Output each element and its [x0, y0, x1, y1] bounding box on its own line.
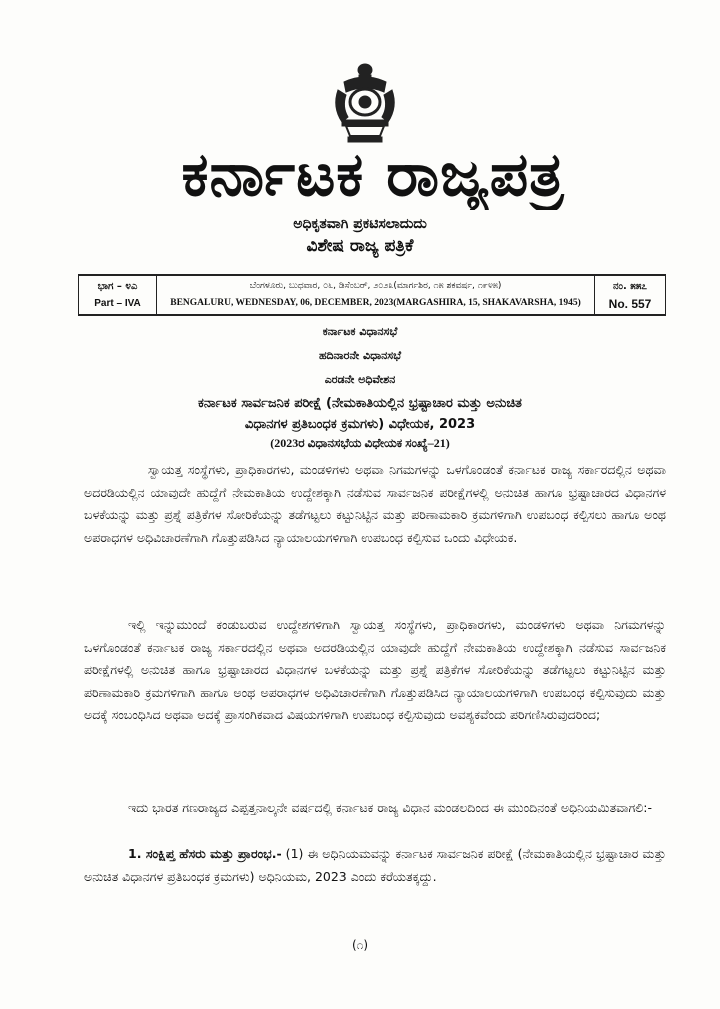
- enactment-paragraph: ಇದು ಭಾರತ ಗಣರಾಜ್ಯದ ಎಪ್ಪತ್ತನಾಲ್ಕನೇ ವರ್ಷದಲ್ಲಿ ಕರ್ನಾಟಕ ರಾಜ್ಯ ವಿಧಾನ ಮಂಡಲದಿಂದ ಈ ಮುಂದಿನಂತೆ ಅಧಿನಿಯಮಿತವಾಗಲಿ:-: [128, 800, 652, 815]
- date-kn: ಬೆಂಗಳೂರು, ಬುಧವಾರ, ೦೬, ಡಿಸೆಂಬರ್, ೨೦೨೩(ಮಾರ್ಗಶಿರ, ೧೫ ಶಕವರ್ಷ, ೧೯೪೫): [249, 281, 502, 291]
- issue-number-en: No. 557: [608, 297, 652, 311]
- page-number: (೧): [351, 938, 369, 952]
- date-en: BENGALURU, WEDNESDAY, 06, DECEMBER, 2023(MARGASHIRA, 15, SHAKAVARSHA, 1945): [170, 298, 581, 308]
- issue-number-kn: ನಂ. ೫೫೭: [612, 281, 648, 292]
- issue-number-cell: [595, 276, 665, 314]
- assembly-session: ಎರಡನೇ ಅಧಿವೇಶನ: [324, 373, 396, 386]
- assembly-term: ಹದಿನಾರನೇ ವಿಧಾನಸಭೆ: [318, 349, 402, 362]
- section-1-heading: 1. ಸಂಕ್ಷಿಪ್ತ ಹೆಸರು ಮತ್ತು ಪ್ರಾರಂಭ.-: [128, 846, 282, 861]
- masthead-subtitle-official: ಅಧಿಕೃತವಾಗಿ ಪ್ರಕಟಿಸಲಾದುದು: [293, 216, 427, 232]
- part-label-en: Part – IVA: [94, 298, 141, 309]
- bill-title-line2: ವಿಧಾನಗಳ ಪ್ರತಿಬಂಧಕ ಕ್ರಮಗಳು) ವಿಧೇಯಕ, 2023: [244, 417, 476, 432]
- section-1-text: (1) ಈ ಅಧಿನಿಯಮವನ್ನು ಕರ್ನಾಟಕ ಸಾರ್ವಜನಿಕ ಪರೀಕ್ಷೆ (ನೇಮಕಾತಿಯಲ್ಲಿನ ಭ್ರಷ್ಟಾಚಾರ ಮತ್ತು ಅನುಚಿತ ವಿಧಾನಗಳ ಪ್ರತಿಬಂಧಕ ಕ್ರಮಗಳು) ಅಧಿನಿಯಮ, 2023 ಎಂದು ಕರೆಯತಕ್ಕದ್ದು.: [84, 846, 666, 884]
- bill-title-line1: ಕರ್ನಾಟಕ ಸಾರ್ವಜನಿಕ ಪರೀಕ್ಷೆ (ನೇಮಕಾತಿಯಲ್ಲಿನ ಭ್ರಷ್ಟಾಚಾರ ಮತ್ತು ಅನುಚಿತ: [198, 396, 522, 411]
- gazette-masthead: ಕರ್ನಾಟಕ ರಾಜ್ಯಪತ್ರ: [181, 140, 565, 210]
- issue-info-box: [78, 274, 666, 316]
- masthead-subtitle-special: ವಿಶೇಷ ರಾಜ್ಯ ಪತ್ರಿಕೆ: [306, 236, 414, 256]
- section-1-paragraph: [84, 843, 666, 888]
- part-label-kn: ಭಾಗ – ೪ಎ: [97, 281, 138, 292]
- whereas-paragraph: ಇಲ್ಲಿ ಇನ್ನುಮುಂದೆ ಕಂಡುಬರುವ ಉದ್ದೇಶಗಳಿಗಾಗಿ ಸ್ವಾಯತ್ತ ಸಂಸ್ಥೆಗಳು, ಪ್ರಾಧಿಕಾರಗಳು, ಮಂಡಳಿಗಳು ಅಥವಾ ನಿಗಮಗಳನ್ನು ಒಳಗೊಂಡಂತೆ ಕರ್ನಾಟಕ ರಾಜ್ಯ ಸರ್ಕಾರದಲ್ಲಿನ ಅಥವಾ ಅದರಡಿಯಲ್ಲಿನ ಯಾವುದೇ ಹುದ್ದೆಗೆ ನೇಮಕಾತಿಯ ಉದ್ದೇಶಕ್ಕಾಗಿ ನಡೆಸುವ ಸಾರ್ವಜನಿಕ ಪರೀಕ್ಷೆಗಳಲ್ಲಿ ಅನುಚಿತ ಹಾಗೂ ಭ್ರಷ್ಟಾಚಾರದ ವಿಧಾನಗಳ ಬಳಕೆಯನ್ನು ಮತ್ತು ಪ್ರಶ್ನೆ ಪತ್ರಿಕೆಗಳ ಸೋರಿಕೆಯನ್ನು ತಡೆಗಟ್ಟಲು ಕಟ್ಟುನಿಟ್ಟಿನ ಮತ್ತು ಪರಿಣಾಮಕಾರಿ ಕ್ರಮಗಳಿಗಾಗಿ ಹಾಗೂ ಅಂಥ ಅಪರಾಧಗಳ ಅಧಿವಿಚಾರಣೆಗಾಗಿ ಗೊತ್ತುಪಡಿಸಿದ ನ್ಯಾಯಾಲಯಗಳಿಗಾಗಿ ಉಪಬಂಧ ಕಲ್ಪಿಸುವುದು ಮತ್ತು ಅದಕ್ಕೆ ಸಂಬಂಧಿಸಿದ ಅಥವಾ ಅದಕ್ಕೆ ಪ್ರಾಸಂಗಿಕವಾದ ವಿಷಯಗಳಿಗಾಗಿ ಉಪಬಂಧ ಕಲ್ಪಿಸುವುದು ಅವಶ್ಯಕವೆಂದು ಪರಿಗಣಿಸಿರುವುದರಿಂದ;: [84, 617, 666, 722]
- date-cell: [157, 276, 595, 314]
- part-cell: [79, 276, 157, 314]
- assembly-name: ಕರ್ನಾಟಕ ವಿಧಾನಸಭೆ: [322, 325, 398, 338]
- bill-number: (2023ರ ವಿಧಾನಸಭೆಯ ವಿಧೇಯಕ ಸಂಖ್ಯೆ–21): [270, 436, 450, 450]
- preamble-paragraph: ಸ್ವಾಯತ್ತ ಸಂಸ್ಥೆಗಳು, ಪ್ರಾಧಿಕಾರಗಳು, ಮಂಡಳಿಗಳು ಅಥವಾ ನಿಗಮಗಳನ್ನು ಒಳಗೊಂಡಂತೆ ಕರ್ನಾಟಕ ರಾಜ್ಯ ಸರ್ಕಾರದಲ್ಲಿನ ಅಥವಾ ಅದರಡಿಯಲ್ಲಿನ ಯಾವುದೇ ಹುದ್ದೆಗೆ ನೇಮಕಾತಿಯ ಉದ್ದೇಶಕ್ಕಾಗಿ ನಡೆಸುವ ಸಾರ್ವಜನಿಕ ಪರೀಕ್ಷೆಗಳಲ್ಲಿ ಅನುಚಿತ ಹಾಗೂ ಭ್ರಷ್ಟಾಚಾರದ ವಿಧಾನಗಳ ಬಳಕೆಯನ್ನು ಮತ್ತು ಪ್ರಶ್ನೆ ಪತ್ರಿಕೆಗಳ ಸೋರಿಕೆಯನ್ನು ತಡೆಗಟ್ಟಲು ಕಟ್ಟುನಿಟ್ಟಿನ ಮತ್ತು ಪರಿಣಾಮಕಾರಿ ಕ್ರಮಗಳಿಗಾಗಿ ಉಪಬಂಧ ಕಲ್ಪಿಸಲು ಹಾಗೂ ಅಂಥ ಅಪರಾಧಗಳ ಅಧಿವಿಚಾರಣೆಗಾಗಿ ಗೊತ್ತುಪಡಿಸಿದ ನ್ಯಾಯಾಲಯಗಳಿಗಾಗಿ ಉಪಬಂಧ ಕಲ್ಪಿಸುವ ಒಂದು ವಿಧೇಯಕ.: [84, 462, 666, 545]
- state-emblem: [330, 62, 400, 144]
